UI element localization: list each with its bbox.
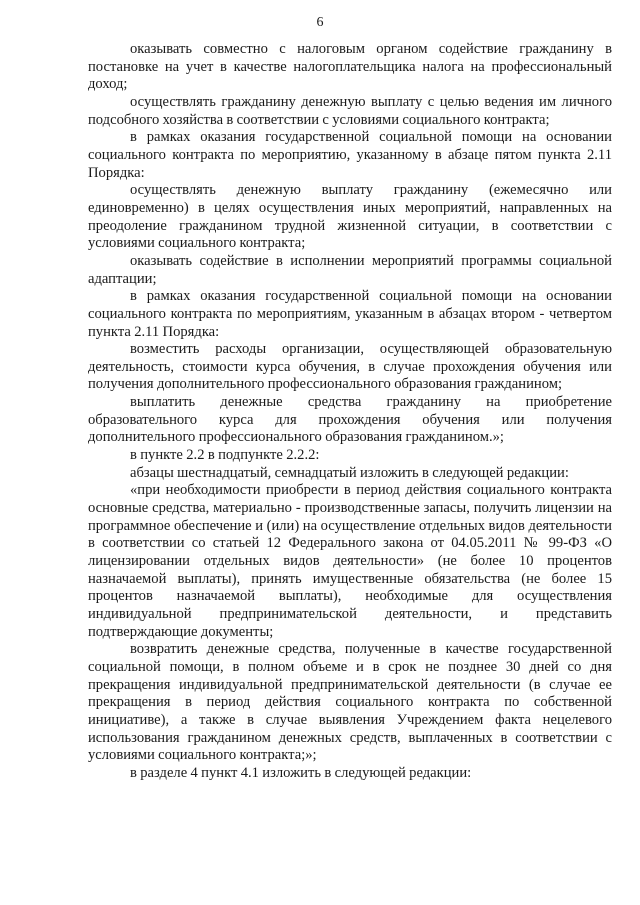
paragraph: в разделе 4 пункт 4.1 изложить в следующей редакции: — [130, 764, 472, 781]
page-number: 6 — [316, 15, 324, 30]
paragraph: абзацы шестнадцатый, семнадцатый изложить в следующей редакции: — [130, 464, 569, 481]
paragraph: в пункте 2.2 в подпункте 2.2.2: — [130, 447, 320, 464]
paragraph: в рамках оказания государственной социальной помощи на основании социального контракта по мероприятию, указанному в абзаце пятом пункта 2.11 Порядка: — [88, 129, 612, 181]
paragraph: возместить расходы организации, осуществляющей образовательную деятельность, стоимости курса обучения, в случае прохождения обучения или получения дополнительного профессионального образования гражданином; — [88, 341, 612, 393]
paragraph: осуществлять денежную выплату гражданину (ежемесячно или единовременно) в целях осуществления иных мероприятий, направленных на преодоление гражданином трудной жизненной ситуации, в соответствии с условиями социального контракта; — [88, 182, 612, 252]
paragraph: возвратить денежные средства, полученные в качестве государственной социальной помощи, в полном объеме и в срок не позднее 30 дней со дня прекращения индивидуальной предпринимательской деятельности (в случае ее прекращения в период действия социального контракта по собственной инициативе), а также в случае выявления Учреждением факта нецелевого использования гражданином денежных средств, выплаченных в соответствии с условиями социального контракта;»; — [88, 641, 612, 764]
paragraph: осуществлять гражданину денежную выплату с целью ведения им личного подсобного хозяйства в соответствии с условиями социального контракта; — [88, 93, 612, 128]
paragraph: в рамках оказания государственной социальной помощи на основании социального контракта по мероприятиям, указанным в абзацах втором - четвертом пункта 2.11 Порядка: — [88, 288, 612, 340]
paragraph: выплатить денежные средства гражданину на приобретение образовательного курса для прохождения обучения или получения дополнительного профессионального образования гражданином.»; — [88, 394, 612, 446]
paragraph: «при необходимости приобрести в период действия социального контракта основные средства, материально - производственные запасы, получить лицензии на программное обеспечение и (или) на осуществление отдельных видов деятельности в соответствии со статьей 12 Федерального закона от 04.05.2011 № 99-ФЗ «О лицензировании отдельных видов деятельности» (не более 10 процентов назначаемой выплаты), принять имущественные обязательства (не более 15 процентов назначаемой выплаты), необходимые для осуществления индивидуальной предпринимательской деятельности, и представить подтверждающие документы; — [88, 482, 612, 640]
document-body — [88, 41, 612, 783]
paragraph: оказывать содействие в исполнении мероприятий программы социальной адаптации; — [88, 252, 612, 287]
paragraph: оказывать совместно с налоговым органом содействие гражданину в постановке на учет в качестве налогоплательщика налога на профессиональный доход; — [88, 41, 612, 93]
